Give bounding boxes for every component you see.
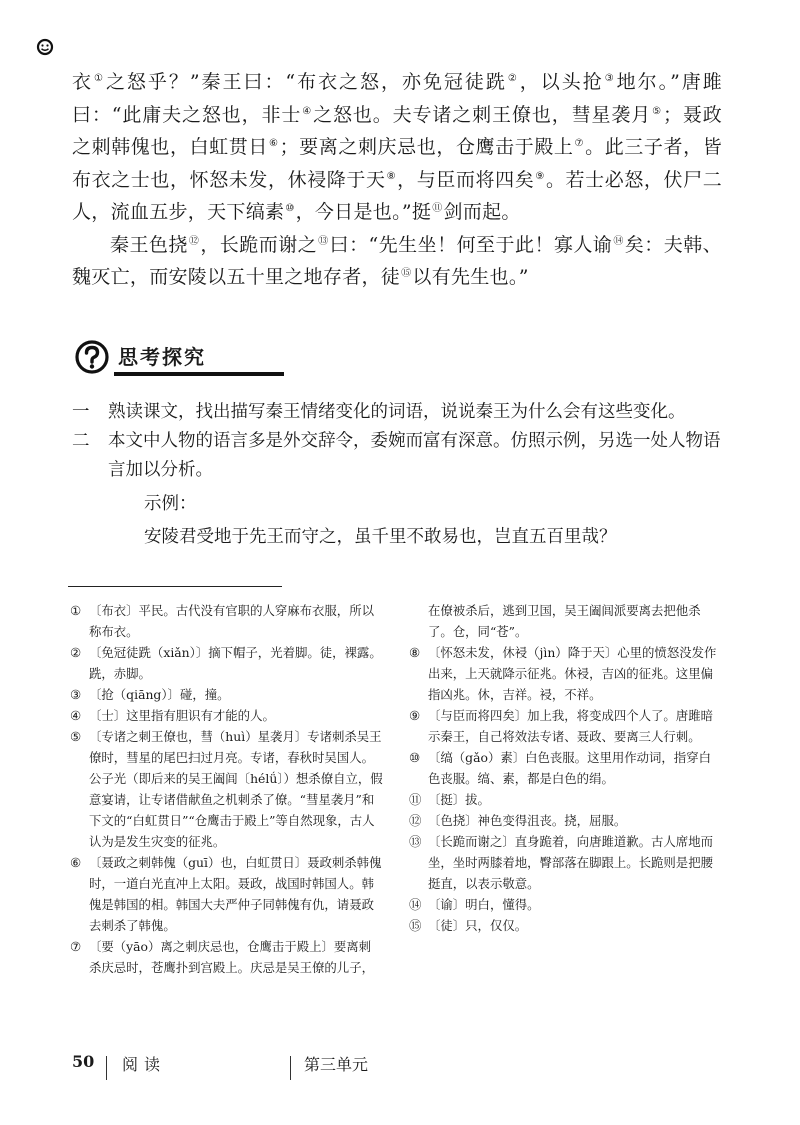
question-text: 本文中人物的语言多是外交辞令，委婉而富有深意。仿照示例，另选一处人物语言加以分析。 [108,431,721,480]
footnote-text: 〔要（yāo）离之刺庆忌也，仓鹰击于殿上〕要离刺杀庆忌时，苍鹰扑到宫殿上。庆忌是吴王僚的儿子，在僚被杀后，逃到卫国，吴王阖闾派要离去把他杀了。仓，同“苍”。 [89,603,701,975]
passage-paragraph-2 [72,229,722,294]
footnote [70,642,383,684]
footnote-ref: ② [507,73,519,84]
footnote [70,705,383,726]
footnote-ref: ⑬ [318,235,329,247]
footnote-ref: ⑧ [386,170,397,182]
footnote-ref: ⑪ [432,203,443,214]
footnote-ref: ⑨ [535,170,545,182]
question-1 [72,398,732,427]
footer-divider [290,1056,291,1080]
passage [72,66,722,294]
passage-text: 之怒乎？”秦王曰：“布衣之怒，亦免冠徒跣 [105,71,507,93]
footnote-ref: ⑮ [401,268,412,279]
footnote-text: 〔布衣〕平民。古代没有官职的人穿麻布衣服，所以称布衣。 [89,603,374,639]
footnote-number: ⑧ [409,645,421,660]
example-text: 安陵君受地于先王而守之，虽千里不敢易也，岂直五百里哉？ [144,527,617,547]
footnote-text: 〔与臣而将四矣〕加上我，将变成四个人了。唐雎暗示秦王，自己将效法专诸、聂政、要离三人行刺。 [428,708,713,744]
footnote-number: ⑤ [70,729,82,744]
footnote-number: ② [70,645,82,660]
footnote-text: 〔缟（gǎo）素〕白色丧服。这里用作动词，指穿白色丧服。缟、素，都是白色的绢。 [428,750,711,786]
passage-text: ，今日是也。”挺 [295,201,432,223]
passage-text: ；要离之刺庆忌也，仓鹰击于殿上 [279,136,574,158]
footnote-text: 〔挺〕拔。 [428,792,490,807]
footnote-ref: ⑭ [613,235,624,247]
footnote-text: 〔抢（qiāng）〕碰，撞。 [89,687,230,702]
footnote-ref: ⑦ [574,138,585,149]
footnote [409,789,722,810]
footnote-number: ⑪ [409,792,422,807]
footnote-number: ① [70,603,82,618]
passage-text: 地尔。”唐雎曰：“此庸夫之怒也，非士 [72,71,723,126]
footnote-text: 〔怀怒未发，休祲（jìn）降于天〕心里的愤怒没发作出来，上天就降示征兆。休祲，吉凶的征兆。这里偏指凶兆。休，吉祥。祲，不祥。 [428,645,717,702]
footnote-text: 〔免冠徒跣（xiǎn）〕摘下帽子，光着脚。徒，裸露。跣，赤脚。 [89,645,382,681]
footnote-number: ⑦ [70,939,82,954]
question-mark-icon [74,339,110,375]
footnote-number: ⑨ [409,708,421,723]
passage-text: ；聂政之刺韩傀也，白虹贯日 [72,103,723,158]
footnote-ref: ⑩ [285,203,295,214]
footnote-text: 〔色挠〕神色变得沮丧。挠，屈服。 [428,813,627,828]
page-number: 50 [72,1052,95,1071]
passage-text: 秦王色挠 [110,233,188,256]
footnote-number: ⑬ [409,834,422,849]
footnote-ref: ⑤ [652,105,662,117]
section-header [74,339,224,379]
smiley-icon [36,38,54,56]
question-number: 二 [72,431,90,451]
footnote-ref: ⑫ [188,235,200,247]
example-label: 示例： [144,494,197,514]
passage-text: ，以头抢 [519,71,604,93]
footnote-text: 〔长跪而谢之〕直身跪着，向唐雎道歉。古人席地而坐，坐时两膝着地，臀部落在脚跟上。长跪则是把腰挺直，以表示敬意。 [428,834,713,891]
question-2 [72,427,732,485]
passage-text: 曰：“先生坐！何至于此！寡人谕 [329,233,613,256]
passage-text: 以有先生也。” [412,266,529,288]
footnote-ref: ① [93,73,105,84]
footnote [409,705,722,747]
footnote-ref: ④ [302,105,313,117]
footnote [70,852,383,936]
footer-divider [106,1056,107,1080]
footnote [409,642,722,705]
passage-text: ，与臣而将四矣 [397,168,535,191]
section-underline [114,372,284,376]
footnote-number: ⑫ [409,813,422,828]
footnote [409,894,722,915]
question-text: 熟读课文，找出描写秦王情绪变化的词语，说说秦王为什么会有这些变化。 [108,402,686,422]
footnote-ref: ⑥ [268,138,279,149]
footnote-text: 〔专诸之刺王僚也，彗（huì）星袭月〕专诸刺杀吴王僚时，彗星的尾巴扫过月亮。专诸，春秋时吴国人。公子光（即后来的吴王阖闾〔hélǘ〕）想杀僚自立，假意宴请，让专诸借献鱼之机刺杀了僚。“彗星袭月”和下文的“白虹贯日”“仓鹰击于殿上”等自然现象，古人认为是发生灾变的征兆。 [89,729,383,849]
footnote [70,684,383,705]
questions [72,398,732,552]
footnote-text: 〔谕〕明白，懂得。 [428,897,540,912]
footnote-text: 〔士〕这里指有胆识有才能的人。 [89,708,275,723]
footnote-number: ⑭ [409,897,422,912]
footnote-text: 〔徒〕只，仅仅。 [428,918,528,933]
question-number: 一 [72,402,90,422]
section-title: 思考探究 [118,345,206,369]
passage-text: 。此三子者，皆布衣之士也，怀怒未发，休祲降于天 [72,136,722,191]
footnotes [70,600,722,978]
footnote [70,600,383,642]
passage-text: ，长跪而谢之 [200,233,318,256]
passage-text: 矣：夫韩、魏灭亡，而安陵以五十里之地存者，徒 [72,233,722,288]
footnote-text: 〔聂政之刺韩傀（guī）也，白虹贯日〕聂政刺杀韩傀时，一道白光直冲上太阳。聂政，战国时韩国人。韩傀是韩国的相。韩国大夫严仲子同韩傀有仇，请聂政去刺杀了韩傀。 [89,855,382,933]
footnote-number: ③ [70,687,82,702]
footnote-number: ⑥ [70,855,82,870]
footnote [409,810,722,831]
footnote-divider [68,586,282,587]
footnote [409,831,722,894]
page-footer [72,1052,472,1076]
footnote-number: ④ [70,708,82,723]
footer-unit-title: 第三单元 [304,1055,369,1074]
passage-text: 剑而起。 [443,201,521,223]
passage-text: 之怒也。夫专诸之刺王僚也，彗星袭月 [313,103,652,126]
footnote-number: ⑩ [409,750,421,765]
passage-text: 衣 [72,71,93,93]
footnote [409,915,722,936]
footer-book-title: 阅读 [122,1055,167,1074]
footnote [409,747,722,789]
passage-paragraph-1 [72,66,722,229]
footnote-number: ⑮ [409,918,422,933]
passage-text: 。若士必怒，伏尸二人，流血五步，天下缟素 [72,168,723,223]
footnote [70,726,383,852]
footnote-ref: ③ [604,73,616,84]
